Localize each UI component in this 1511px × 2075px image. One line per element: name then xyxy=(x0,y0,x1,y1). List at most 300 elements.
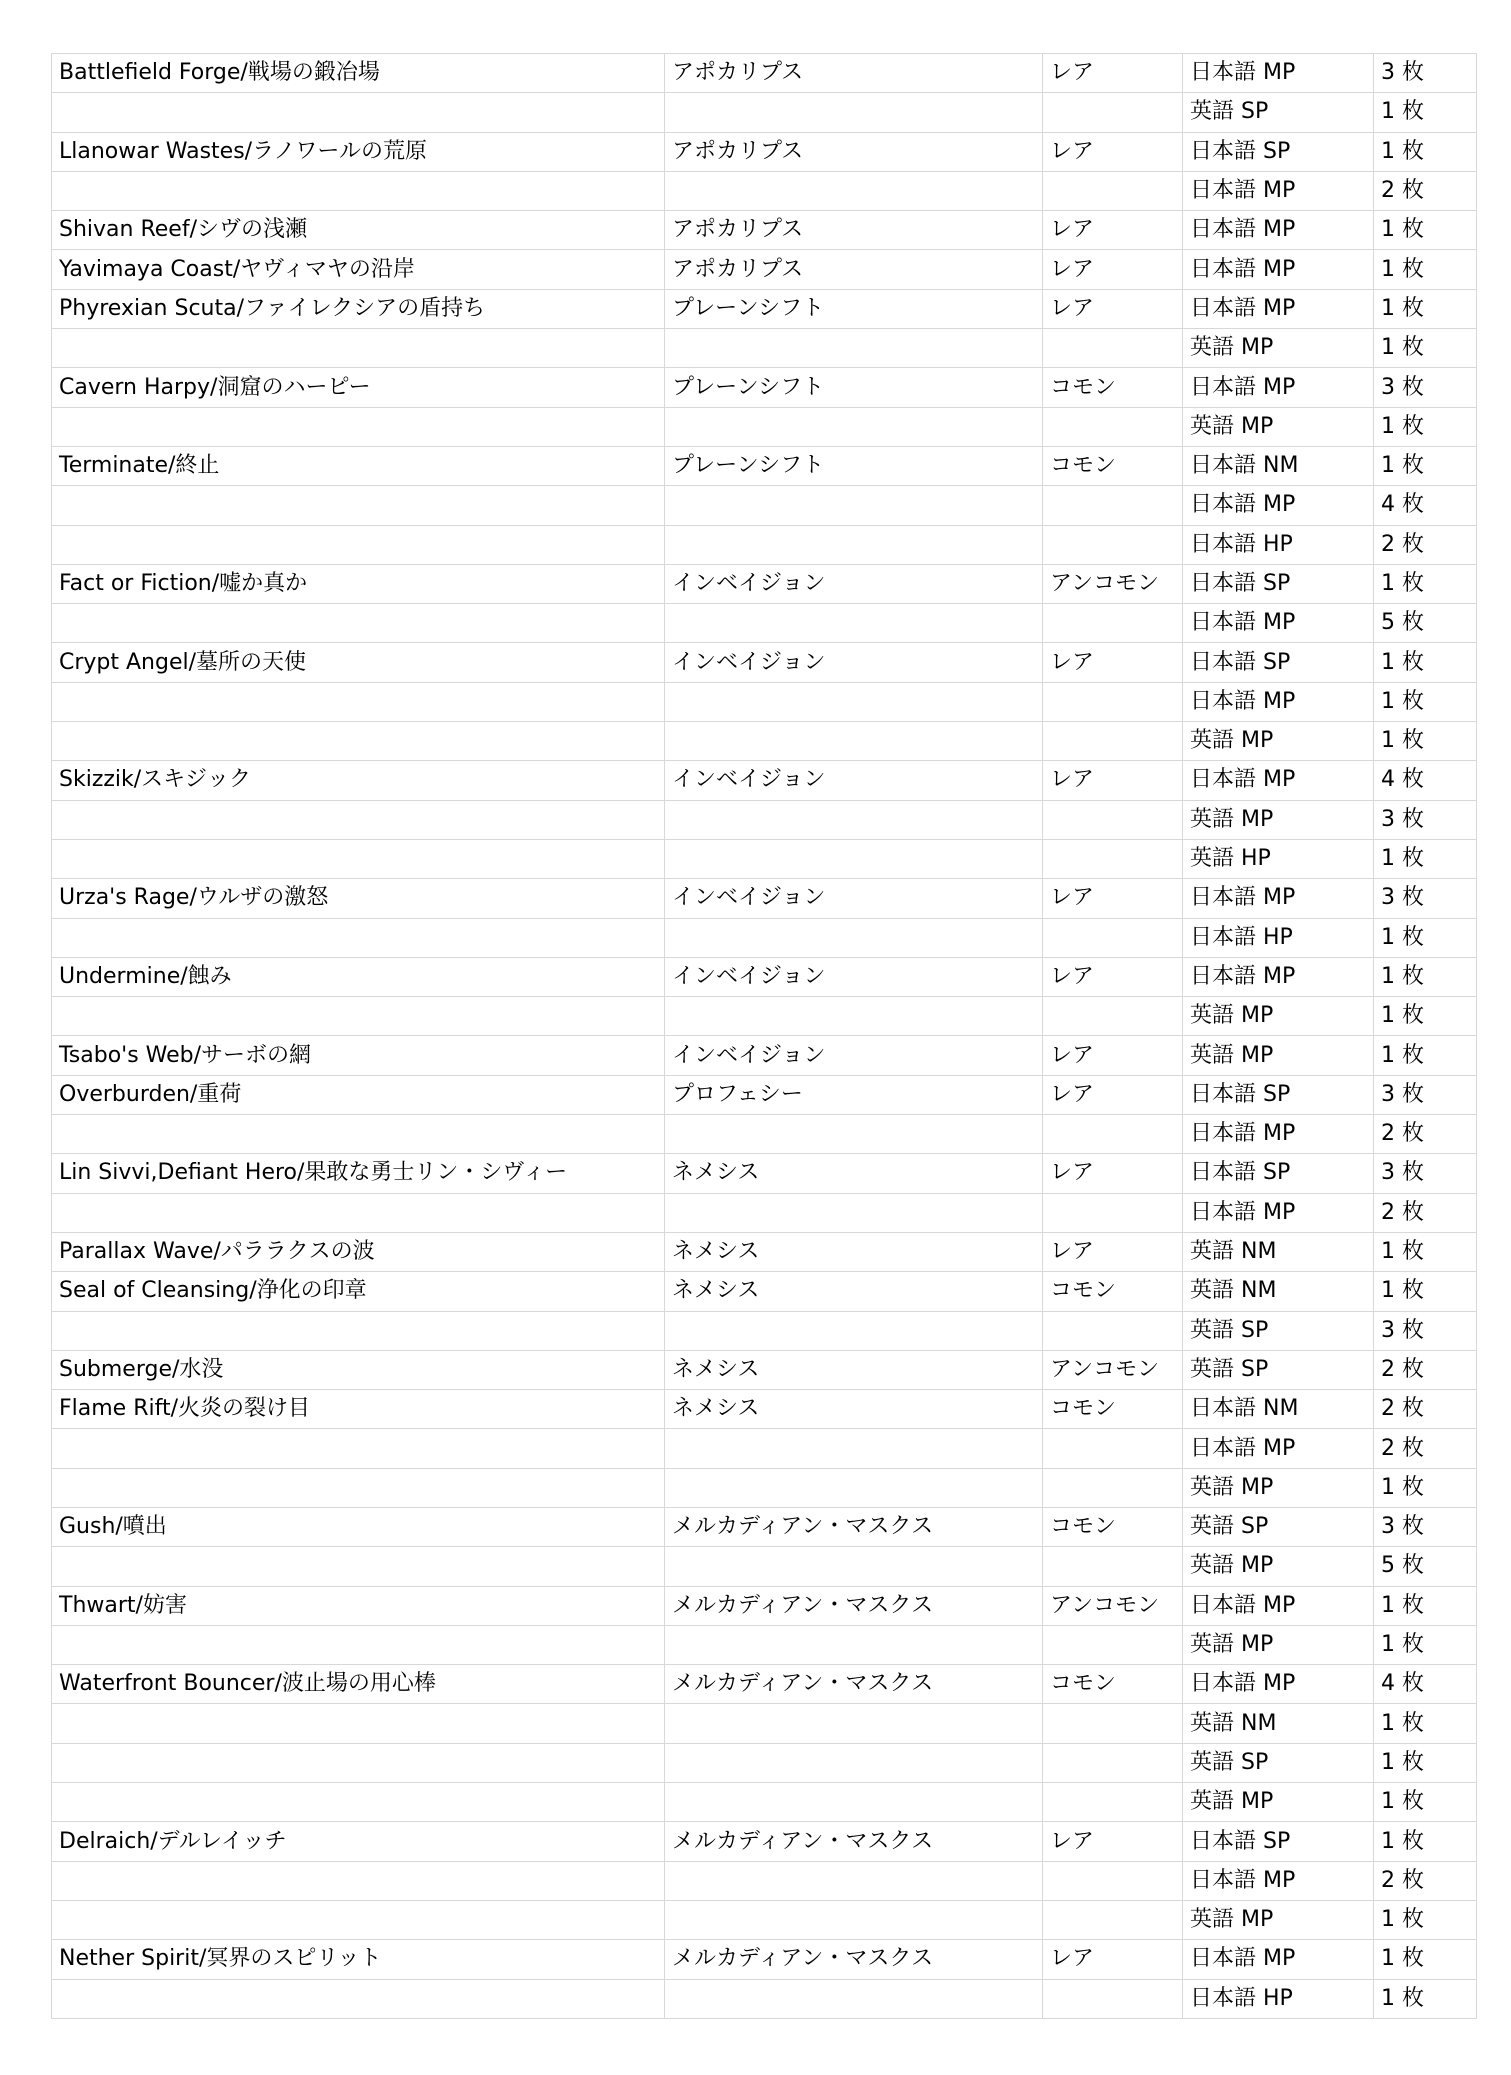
card-name-cell xyxy=(52,1625,665,1664)
set-name-cell: アポカリプス xyxy=(665,211,1043,250)
quantity-cell: 1 枚 xyxy=(1374,997,1477,1036)
card-name-cell: Shivan Reef/シヴの浅瀬 xyxy=(52,211,665,250)
card-name-cell xyxy=(52,1311,665,1350)
rarity-cell: アンコモン xyxy=(1043,1586,1183,1625)
card-name-cell: Battlefield Forge/戦場の鍛冶場 xyxy=(52,54,665,93)
set-name-cell xyxy=(665,1743,1043,1782)
rarity-cell: レア xyxy=(1043,250,1183,289)
table-row xyxy=(52,1743,1477,1782)
table-row xyxy=(52,1586,1477,1625)
rarity-cell xyxy=(1043,93,1183,132)
set-name-cell xyxy=(665,93,1043,132)
table-row xyxy=(52,1115,1477,1154)
condition-cell: 日本語 MP xyxy=(1183,1940,1374,1979)
set-name-cell xyxy=(665,997,1043,1036)
set-name-cell xyxy=(665,1979,1043,2018)
card-name-cell: Yavimaya Coast/ヤヴィマヤの沿岸 xyxy=(52,250,665,289)
card-name-cell: Waterfront Bouncer/波止場の用心棒 xyxy=(52,1665,665,1704)
quantity-cell: 3 枚 xyxy=(1374,54,1477,93)
card-name-cell: Undermine/蝕み xyxy=(52,957,665,996)
set-name-cell: ネメシス xyxy=(665,1154,1043,1193)
condition-cell: 英語 MP xyxy=(1183,407,1374,446)
condition-cell: 日本語 MP xyxy=(1183,682,1374,721)
condition-cell: 日本語 MP xyxy=(1183,761,1374,800)
rarity-cell: レア xyxy=(1043,879,1183,918)
rarity-cell: レア xyxy=(1043,1036,1183,1075)
condition-cell: 日本語 MP xyxy=(1183,604,1374,643)
condition-cell: 日本語 MP xyxy=(1183,54,1374,93)
card-name-cell xyxy=(52,722,665,761)
condition-cell: 日本語 HP xyxy=(1183,525,1374,564)
condition-cell: 英語 MP xyxy=(1183,1036,1374,1075)
rarity-cell: アンコモン xyxy=(1043,564,1183,603)
rarity-cell xyxy=(1043,918,1183,957)
set-name-cell xyxy=(665,1468,1043,1507)
table-row xyxy=(52,329,1477,368)
quantity-cell: 3 枚 xyxy=(1374,879,1477,918)
quantity-cell: 3 枚 xyxy=(1374,1507,1477,1546)
set-name-cell: インベイジョン xyxy=(665,643,1043,682)
quantity-cell: 4 枚 xyxy=(1374,761,1477,800)
quantity-cell: 1 枚 xyxy=(1374,1036,1477,1075)
set-name-cell: インベイジョン xyxy=(665,1036,1043,1075)
quantity-cell: 3 枚 xyxy=(1374,1154,1477,1193)
table-row xyxy=(52,1350,1477,1389)
rarity-cell xyxy=(1043,1193,1183,1232)
card-name-cell: Gush/噴出 xyxy=(52,1507,665,1546)
quantity-cell: 2 枚 xyxy=(1374,1193,1477,1232)
condition-cell: 日本語 MP xyxy=(1183,289,1374,328)
set-name-cell: メルカディアン・マスクス xyxy=(665,1940,1043,1979)
table-row xyxy=(52,1704,1477,1743)
table-row xyxy=(52,957,1477,996)
quantity-cell: 2 枚 xyxy=(1374,1390,1477,1429)
card-name-cell xyxy=(52,800,665,839)
set-name-cell xyxy=(665,1900,1043,1939)
table-row xyxy=(52,1783,1477,1822)
card-name-cell: Parallax Wave/パララクスの波 xyxy=(52,1232,665,1271)
card-name-cell xyxy=(52,1115,665,1154)
quantity-cell: 1 枚 xyxy=(1374,1900,1477,1939)
card-name-cell xyxy=(52,171,665,210)
quantity-cell: 2 枚 xyxy=(1374,1350,1477,1389)
quantity-cell: 1 枚 xyxy=(1374,918,1477,957)
quantity-cell: 1 枚 xyxy=(1374,1625,1477,1664)
condition-cell: 日本語 SP xyxy=(1183,132,1374,171)
card-name-cell: Fact or Fiction/嘘か真か xyxy=(52,564,665,603)
rarity-cell: レア xyxy=(1043,54,1183,93)
card-name-cell: Thwart/妨害 xyxy=(52,1586,665,1625)
condition-cell: 日本語 MP xyxy=(1183,957,1374,996)
quantity-cell: 3 枚 xyxy=(1374,368,1477,407)
condition-cell: 日本語 HP xyxy=(1183,918,1374,957)
quantity-cell: 1 枚 xyxy=(1374,250,1477,289)
condition-cell: 日本語 MP xyxy=(1183,1586,1374,1625)
quantity-cell: 5 枚 xyxy=(1374,1547,1477,1586)
table-row xyxy=(52,1940,1477,1979)
table-row xyxy=(52,1822,1477,1861)
quantity-cell: 1 枚 xyxy=(1374,1783,1477,1822)
table-row xyxy=(52,250,1477,289)
quantity-cell: 3 枚 xyxy=(1374,800,1477,839)
condition-cell: 日本語 SP xyxy=(1183,564,1374,603)
table-row xyxy=(52,1625,1477,1664)
quantity-cell: 1 枚 xyxy=(1374,564,1477,603)
condition-cell: 日本語 MP xyxy=(1183,211,1374,250)
set-name-cell: アポカリプス xyxy=(665,54,1043,93)
quantity-cell: 1 枚 xyxy=(1374,682,1477,721)
card-name-cell xyxy=(52,839,665,878)
card-name-cell: Seal of Cleansing/浄化の印章 xyxy=(52,1272,665,1311)
table-row xyxy=(52,643,1477,682)
table-row xyxy=(52,525,1477,564)
table-row xyxy=(52,761,1477,800)
condition-cell: 英語 NM xyxy=(1183,1272,1374,1311)
rarity-cell xyxy=(1043,1704,1183,1743)
card-name-cell: Overburden/重荷 xyxy=(52,1075,665,1114)
rarity-cell xyxy=(1043,525,1183,564)
condition-cell: 日本語 HP xyxy=(1183,1979,1374,2018)
table-row xyxy=(52,839,1477,878)
table-row xyxy=(52,564,1477,603)
table-row xyxy=(52,1900,1477,1939)
table-row xyxy=(52,1075,1477,1114)
rarity-cell: レア xyxy=(1043,643,1183,682)
condition-cell: 英語 MP xyxy=(1183,800,1374,839)
set-name-cell: インベイジョン xyxy=(665,879,1043,918)
card-name-cell xyxy=(52,682,665,721)
rarity-cell: レア xyxy=(1043,957,1183,996)
condition-cell: 英語 MP xyxy=(1183,722,1374,761)
quantity-cell: 2 枚 xyxy=(1374,171,1477,210)
condition-cell: 日本語 MP xyxy=(1183,879,1374,918)
table-row xyxy=(52,1390,1477,1429)
quantity-cell: 1 枚 xyxy=(1374,289,1477,328)
set-name-cell xyxy=(665,171,1043,210)
quantity-cell: 1 枚 xyxy=(1374,93,1477,132)
rarity-cell: レア xyxy=(1043,132,1183,171)
condition-cell: 日本語 MP xyxy=(1183,1861,1374,1900)
set-name-cell: メルカディアン・マスクス xyxy=(665,1586,1043,1625)
rarity-cell: レア xyxy=(1043,1940,1183,1979)
table-row xyxy=(52,682,1477,721)
rarity-cell xyxy=(1043,604,1183,643)
card-name-cell xyxy=(52,997,665,1036)
rarity-cell: レア xyxy=(1043,1075,1183,1114)
rarity-cell xyxy=(1043,329,1183,368)
quantity-cell: 1 枚 xyxy=(1374,1979,1477,2018)
condition-cell: 英語 MP xyxy=(1183,997,1374,1036)
quantity-cell: 1 枚 xyxy=(1374,211,1477,250)
table-row xyxy=(52,800,1477,839)
rarity-cell xyxy=(1043,1861,1183,1900)
rarity-cell xyxy=(1043,1311,1183,1350)
condition-cell: 英語 MP xyxy=(1183,1900,1374,1939)
quantity-cell: 1 枚 xyxy=(1374,1743,1477,1782)
card-name-cell xyxy=(52,1704,665,1743)
set-name-cell xyxy=(665,722,1043,761)
condition-cell: 日本語 SP xyxy=(1183,1154,1374,1193)
condition-cell: 日本語 MP xyxy=(1183,250,1374,289)
rarity-cell: レア xyxy=(1043,1822,1183,1861)
table-row xyxy=(52,54,1477,93)
quantity-cell: 1 枚 xyxy=(1374,1468,1477,1507)
condition-cell: 日本語 SP xyxy=(1183,1822,1374,1861)
card-name-cell xyxy=(52,1468,665,1507)
table-row xyxy=(52,1272,1477,1311)
condition-cell: 日本語 MP xyxy=(1183,1429,1374,1468)
table-row xyxy=(52,722,1477,761)
table-row xyxy=(52,1979,1477,2018)
table-row xyxy=(52,171,1477,210)
quantity-cell: 1 枚 xyxy=(1374,1822,1477,1861)
set-name-cell xyxy=(665,1625,1043,1664)
quantity-cell: 2 枚 xyxy=(1374,525,1477,564)
table-row xyxy=(52,1154,1477,1193)
condition-cell: 日本語 NM xyxy=(1183,446,1374,485)
quantity-cell: 1 枚 xyxy=(1374,132,1477,171)
set-name-cell xyxy=(665,604,1043,643)
condition-cell: 日本語 SP xyxy=(1183,1075,1374,1114)
rarity-cell: レア xyxy=(1043,289,1183,328)
set-name-cell: プレーンシフト xyxy=(665,289,1043,328)
quantity-cell: 1 枚 xyxy=(1374,329,1477,368)
condition-cell: 英語 HP xyxy=(1183,839,1374,878)
rarity-cell: アンコモン xyxy=(1043,1350,1183,1389)
quantity-cell: 2 枚 xyxy=(1374,1861,1477,1900)
table-row xyxy=(52,1547,1477,1586)
table-row xyxy=(52,1665,1477,1704)
rarity-cell: レア xyxy=(1043,1232,1183,1271)
rarity-cell: コモン xyxy=(1043,1507,1183,1546)
rarity-cell xyxy=(1043,407,1183,446)
quantity-cell: 1 枚 xyxy=(1374,407,1477,446)
rarity-cell xyxy=(1043,171,1183,210)
table-row xyxy=(52,446,1477,485)
table-row xyxy=(52,1193,1477,1232)
condition-cell: 日本語 MP xyxy=(1183,1193,1374,1232)
set-name-cell: メルカディアン・マスクス xyxy=(665,1665,1043,1704)
card-inventory-table xyxy=(51,53,1477,2019)
rarity-cell xyxy=(1043,682,1183,721)
condition-cell: 日本語 NM xyxy=(1183,1390,1374,1429)
set-name-cell xyxy=(665,1311,1043,1350)
set-name-cell xyxy=(665,1115,1043,1154)
table-row xyxy=(52,1429,1477,1468)
set-name-cell xyxy=(665,682,1043,721)
quantity-cell: 2 枚 xyxy=(1374,1115,1477,1154)
set-name-cell xyxy=(665,1547,1043,1586)
card-name-cell xyxy=(52,1193,665,1232)
condition-cell: 英語 SP xyxy=(1183,1507,1374,1546)
table-row xyxy=(52,132,1477,171)
set-name-cell: アポカリプス xyxy=(665,250,1043,289)
card-name-cell xyxy=(52,1900,665,1939)
table-row xyxy=(52,211,1477,250)
rarity-cell xyxy=(1043,1468,1183,1507)
rarity-cell xyxy=(1043,722,1183,761)
set-name-cell xyxy=(665,1704,1043,1743)
set-name-cell: メルカディアン・マスクス xyxy=(665,1822,1043,1861)
quantity-cell: 1 枚 xyxy=(1374,839,1477,878)
card-name-cell xyxy=(52,1979,665,2018)
condition-cell: 英語 SP xyxy=(1183,1350,1374,1389)
rarity-cell xyxy=(1043,1429,1183,1468)
set-name-cell xyxy=(665,1783,1043,1822)
set-name-cell: ネメシス xyxy=(665,1390,1043,1429)
card-name-cell: Flame Rift/火炎の裂け目 xyxy=(52,1390,665,1429)
card-name-cell: Phyrexian Scuta/ファイレクシアの盾持ち xyxy=(52,289,665,328)
set-name-cell: プレーンシフト xyxy=(665,446,1043,485)
set-name-cell xyxy=(665,1429,1043,1468)
card-name-cell xyxy=(52,407,665,446)
rarity-cell xyxy=(1043,997,1183,1036)
set-name-cell: プロフェシー xyxy=(665,1075,1043,1114)
condition-cell: 英語 MP xyxy=(1183,1625,1374,1664)
card-name-cell: Urza's Rage/ウルザの激怒 xyxy=(52,879,665,918)
quantity-cell: 1 枚 xyxy=(1374,446,1477,485)
table-row xyxy=(52,1507,1477,1546)
condition-cell: 英語 SP xyxy=(1183,93,1374,132)
rarity-cell xyxy=(1043,1900,1183,1939)
set-name-cell xyxy=(665,1193,1043,1232)
condition-cell: 英語 SP xyxy=(1183,1743,1374,1782)
card-name-cell xyxy=(52,329,665,368)
condition-cell: 英語 MP xyxy=(1183,1783,1374,1822)
card-name-cell: Lin Sivvi,Defiant Hero/果敢な勇士リン・シヴィー xyxy=(52,1154,665,1193)
condition-cell: 英語 MP xyxy=(1183,1468,1374,1507)
set-name-cell: インベイジョン xyxy=(665,564,1043,603)
set-name-cell: ネメシス xyxy=(665,1272,1043,1311)
card-name-cell xyxy=(52,1783,665,1822)
card-name-cell: Llanowar Wastes/ラノワールの荒原 xyxy=(52,132,665,171)
table-row xyxy=(52,1861,1477,1900)
rarity-cell xyxy=(1043,1743,1183,1782)
set-name-cell: アポカリプス xyxy=(665,132,1043,171)
rarity-cell: レア xyxy=(1043,211,1183,250)
table-row xyxy=(52,879,1477,918)
condition-cell: 日本語 MP xyxy=(1183,1665,1374,1704)
rarity-cell: コモン xyxy=(1043,1272,1183,1311)
quantity-cell: 3 枚 xyxy=(1374,1311,1477,1350)
set-name-cell: インベイジョン xyxy=(665,957,1043,996)
card-name-cell: Crypt Angel/墓所の天使 xyxy=(52,643,665,682)
quantity-cell: 1 枚 xyxy=(1374,1232,1477,1271)
rarity-cell xyxy=(1043,839,1183,878)
set-name-cell xyxy=(665,800,1043,839)
quantity-cell: 4 枚 xyxy=(1374,1665,1477,1704)
table-row xyxy=(52,368,1477,407)
rarity-cell: コモン xyxy=(1043,368,1183,407)
table-row xyxy=(52,93,1477,132)
quantity-cell: 1 枚 xyxy=(1374,722,1477,761)
set-name-cell: ネメシス xyxy=(665,1350,1043,1389)
card-name-cell: Skizzik/スキジック xyxy=(52,761,665,800)
set-name-cell xyxy=(665,1861,1043,1900)
card-name-cell: Submerge/水没 xyxy=(52,1350,665,1389)
table-row xyxy=(52,1311,1477,1350)
card-name-cell xyxy=(52,604,665,643)
condition-cell: 日本語 MP xyxy=(1183,486,1374,525)
quantity-cell: 1 枚 xyxy=(1374,957,1477,996)
set-name-cell xyxy=(665,486,1043,525)
table-row xyxy=(52,486,1477,525)
quantity-cell: 3 枚 xyxy=(1374,1075,1477,1114)
condition-cell: 英語 NM xyxy=(1183,1704,1374,1743)
card-name-cell: Terminate/終止 xyxy=(52,446,665,485)
set-name-cell xyxy=(665,525,1043,564)
table-row xyxy=(52,1232,1477,1271)
table-row xyxy=(52,407,1477,446)
card-name-cell: Delraich/デルレイッチ xyxy=(52,1822,665,1861)
card-name-cell xyxy=(52,93,665,132)
card-name-cell xyxy=(52,918,665,957)
table-row xyxy=(52,604,1477,643)
card-table-body xyxy=(52,54,1477,2019)
rarity-cell: レア xyxy=(1043,761,1183,800)
quantity-cell: 1 枚 xyxy=(1374,1272,1477,1311)
set-name-cell xyxy=(665,918,1043,957)
set-name-cell: メルカディアン・マスクス xyxy=(665,1507,1043,1546)
rarity-cell xyxy=(1043,486,1183,525)
rarity-cell: コモン xyxy=(1043,1390,1183,1429)
condition-cell: 英語 SP xyxy=(1183,1311,1374,1350)
quantity-cell: 4 枚 xyxy=(1374,486,1477,525)
set-name-cell xyxy=(665,329,1043,368)
card-name-cell: Tsabo's Web/サーボの網 xyxy=(52,1036,665,1075)
rarity-cell xyxy=(1043,1547,1183,1586)
table-row xyxy=(52,997,1477,1036)
card-name-cell xyxy=(52,1429,665,1468)
card-name-cell xyxy=(52,525,665,564)
set-name-cell xyxy=(665,407,1043,446)
condition-cell: 英語 MP xyxy=(1183,1547,1374,1586)
rarity-cell xyxy=(1043,1979,1183,2018)
card-name-cell: Cavern Harpy/洞窟のハーピー xyxy=(52,368,665,407)
quantity-cell: 1 枚 xyxy=(1374,1586,1477,1625)
card-name-cell xyxy=(52,1743,665,1782)
rarity-cell: コモン xyxy=(1043,1665,1183,1704)
rarity-cell: コモン xyxy=(1043,446,1183,485)
table-row xyxy=(52,918,1477,957)
set-name-cell: ネメシス xyxy=(665,1232,1043,1271)
rarity-cell xyxy=(1043,1783,1183,1822)
quantity-cell: 1 枚 xyxy=(1374,1704,1477,1743)
table-row xyxy=(52,1468,1477,1507)
card-name-cell xyxy=(52,1861,665,1900)
set-name-cell: プレーンシフト xyxy=(665,368,1043,407)
condition-cell: 日本語 SP xyxy=(1183,643,1374,682)
card-name-cell xyxy=(52,486,665,525)
quantity-cell: 2 枚 xyxy=(1374,1429,1477,1468)
condition-cell: 日本語 MP xyxy=(1183,368,1374,407)
rarity-cell xyxy=(1043,1115,1183,1154)
condition-cell: 英語 MP xyxy=(1183,329,1374,368)
rarity-cell xyxy=(1043,1625,1183,1664)
quantity-cell: 5 枚 xyxy=(1374,604,1477,643)
condition-cell: 日本語 MP xyxy=(1183,1115,1374,1154)
condition-cell: 日本語 MP xyxy=(1183,171,1374,210)
quantity-cell: 1 枚 xyxy=(1374,643,1477,682)
rarity-cell xyxy=(1043,800,1183,839)
card-name-cell xyxy=(52,1547,665,1586)
quantity-cell: 1 枚 xyxy=(1374,1940,1477,1979)
condition-cell: 英語 NM xyxy=(1183,1232,1374,1271)
card-name-cell: Nether Spirit/冥界のスピリット xyxy=(52,1940,665,1979)
table-row xyxy=(52,1036,1477,1075)
rarity-cell: レア xyxy=(1043,1154,1183,1193)
set-name-cell: インベイジョン xyxy=(665,761,1043,800)
